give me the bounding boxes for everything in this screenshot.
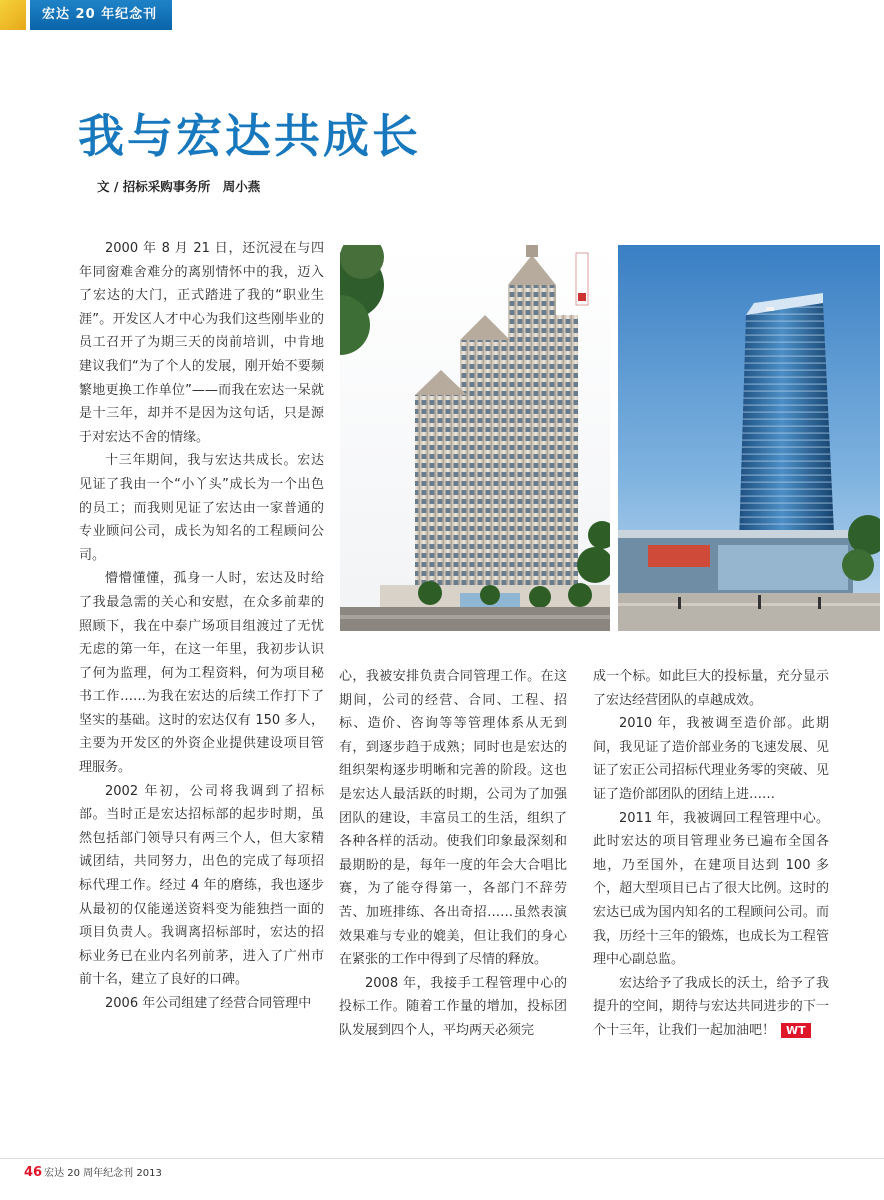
paragraph: 懵懵懂懂，孤身一人时，宏达及时给了我最急需的关心和安慰，在众多前辈的照顾下，我在中泰广场项目组渡过了无忧无虑的第一年，在这一年里，我初步认识了何为监理，何为工程资料，何为项目秘书工作……为我在宏达的后续工作打下了坚实的基础。这时的宏达仅有 150 多人，主要为开发区的外资企业提供建设项目管理服务。 xyxy=(79,571,324,776)
article-title: 我与宏达共成长 xyxy=(78,109,421,163)
footer-text: 宏达 20 周年纪念刊 2013 xyxy=(44,1168,162,1179)
end-badge: WT xyxy=(781,1023,811,1038)
paragraph xyxy=(593,972,829,1043)
glass-skyscraper-photo xyxy=(618,245,880,631)
paragraph: 十三年期间，我与宏达共成长。宏达见证了我由一个“小丫头”成长为一个出色的员工；而我则见证了宏达由一家普通的专业顾问公司，成长为知名的工程顾问公司。 xyxy=(79,453,324,563)
paragraph: 成一个标。如此巨大的投标量，充分显示了宏达经营团队的卓越成效。 xyxy=(593,669,829,708)
paragraph: 2011 年，我被调回工程管理中心。此时宏达的项目管理业务已遍布全国各地，乃至国外，在建项目达到 100 多个，超大型项目已占了很大比例。这时的宏达已成为国内知名的工程顾问公司。而我，历经十三年的锻炼，也成长为工程管理中心副总监。 xyxy=(593,810,829,968)
column-1 xyxy=(79,237,324,1016)
paragraph: 2008 年，我接手工程管理中心的投标工作。随着工作量的增加，投标团队发展到四个人，平均两天必须完 xyxy=(339,975,567,1038)
column-2 xyxy=(339,665,567,1043)
header-accent xyxy=(0,0,26,30)
page-footer xyxy=(24,1164,162,1180)
footer-rule xyxy=(0,1158,884,1159)
paragraph: 2000 年 8 月 21 日，还沉浸在与四年同窗难舍难分的离别情怀中的我，迈入了宏达的大门，正式踏进了我的“职业生涯”。开发区人才中心为我们这些刚毕业的员工召开了为期三天的岗前培训，中肯地建议我们“为了个人的发展，刚开始不要频繁地更换工作单位”——而我在宏达一呆就是十三年，却并不是因为这句话，只是源于对宏达不舍的情缘。 xyxy=(79,241,324,445)
residential-towers-photo xyxy=(340,245,610,631)
paragraph: 2002 年初，公司将我调到了招标部。当时正是宏达招标部的起步时期，虽然包括部门领导只有两三个人，但大家精诚团结，共同努力，出色的完成了每项招标代理工作。经过 4 年的磨练，我也逐步从最初的仅能递送资料变为能独挡一面的项目负责人。我调离招标部时，宏达的招标业务已在业内名列前茅，进入了广州市前十名，建立了良好的口碑。 xyxy=(79,783,324,988)
column-3 xyxy=(593,665,829,1043)
page-number: 46 xyxy=(24,1165,43,1180)
paragraph: 心，我被安排负责合同管理工作。在这期间，公司的经营、合同、工程、招标、造价、咨询等等管理体系从无到有，到逐步趋于成熟；同时也是宏达的组织架构逐步明晰和完善的阶段。这也是宏达人最活跃的时期，公司为了加强团队的建设，丰富员工的生活，组织了各种各样的活动。使我们印象最深刻和最期盼的是，每年一度的年会大合唱比赛，为了能夺得第一，各部门不辞劳苦、加班排练、各出奇招……虽然表演效果难与专业的媲美，但让我们的身心在紧张的工作中得到了尽情的释放。 xyxy=(339,669,567,968)
closing-text: 宏达给予了我成长的沃土，给予了我提升的空间，期待与宏达共同进步的下一个十三年，让我们一起加油吧！ xyxy=(593,975,829,1038)
paragraph: 2006 年公司组建了经营合同管理中 xyxy=(105,996,312,1011)
article-byline: 文 / 招标采购事务所 周小燕 xyxy=(97,179,261,194)
magazine-header: 宏达 20 年纪念刊 xyxy=(30,0,172,30)
paragraph: 2010 年，我被调至造价部。此期间，我见证了造价部业务的飞速发展、见证了宏正公司招标代理业务零的突破、见证了造价部团队的团结上进…… xyxy=(593,716,829,802)
